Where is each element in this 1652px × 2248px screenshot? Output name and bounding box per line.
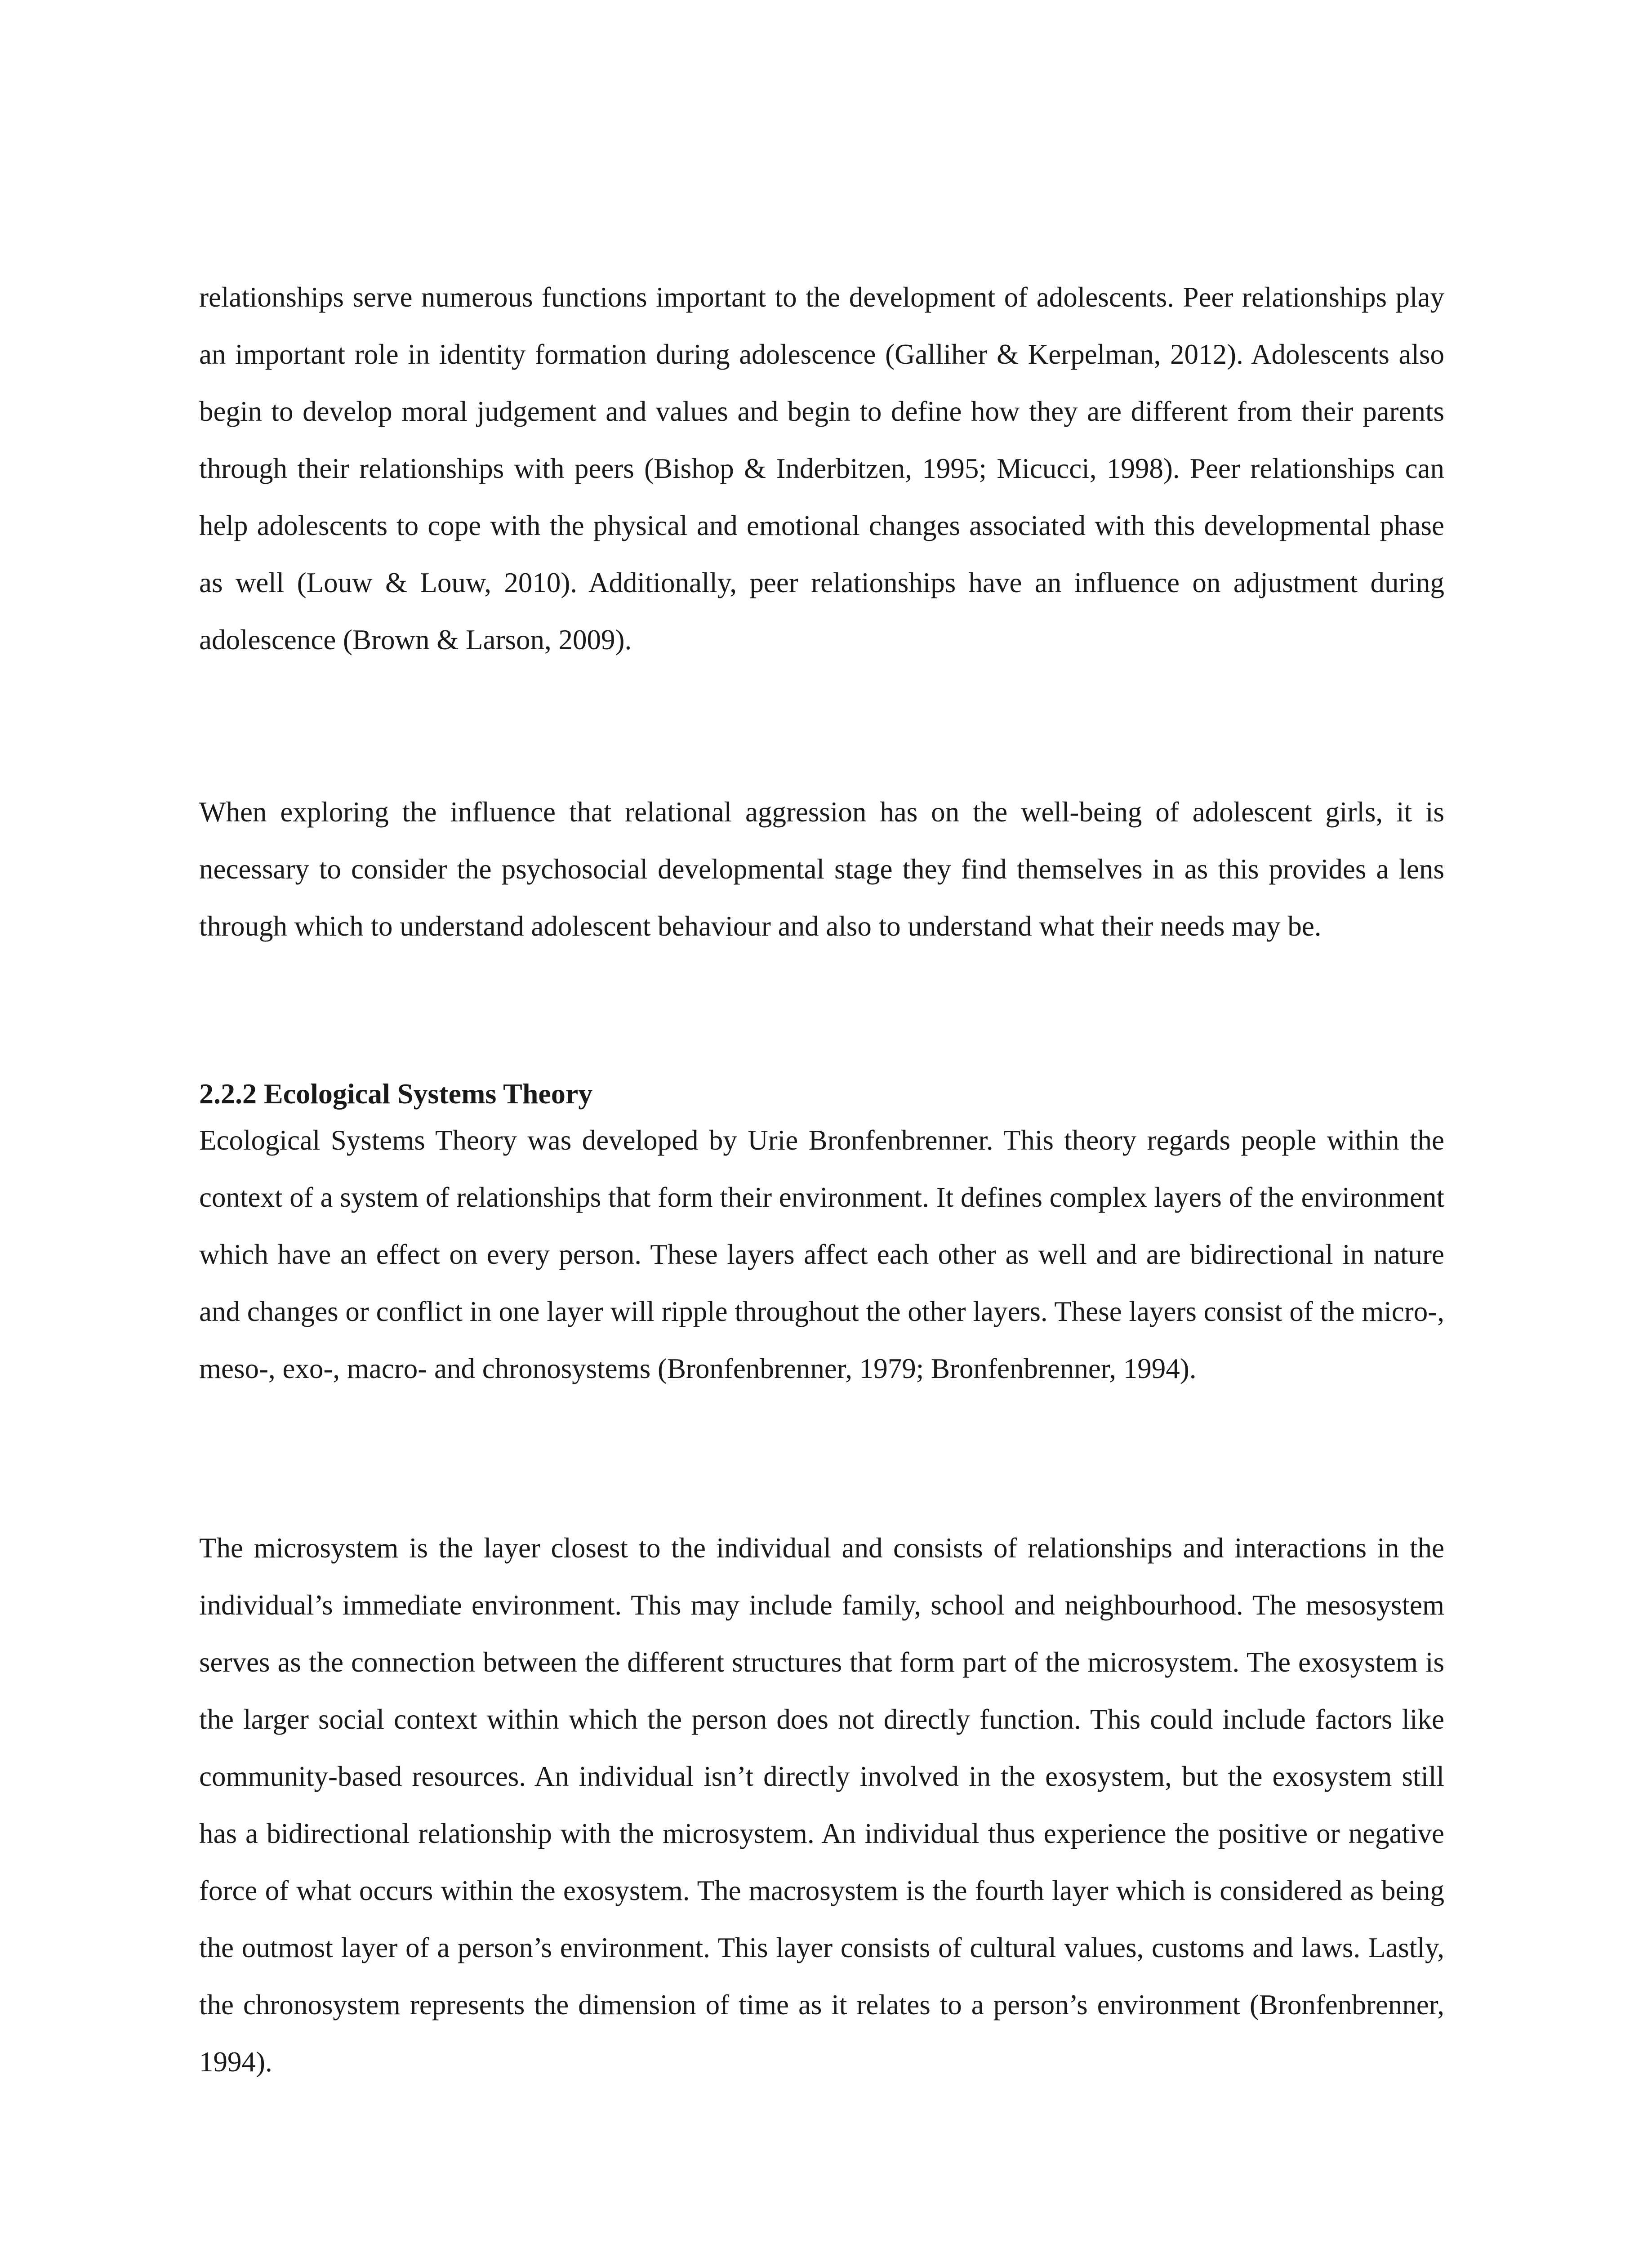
paragraph-system-layers: The microsystem is the layer closest to the individual and consists of relationships and interactions in the individual’s immediate environment. This may include family, school and neighbourhood. The mesosystem serves as the connection between the different structures that form part of the microsystem. The exosystem is the larger social context within which the person does not directly function. This could include factors like community-based resources. An individual isn’t directly involved in the exosystem, but the exosystem still has a bidirectional relationship with the microsystem. An individual thus experience the positive or negative force of what occurs within the exosystem. The macrosystem is the fourth layer which is considered as being the outmost layer of a person’s environment. This layer consists of cultural values, customs and laws. Lastly, the chronosystem represents the dimension of time as it relates to a person’s environment (Bronfenbrenner, 1994). [199,1532,1444,2078]
paragraph-relational-aggression: When exploring the influence that relational aggression has on the well-being of adolescent girls, it is necessary to consider the psychosocial developmental stage they find themselves in as this provides a lens through which to understand adolescent behaviour and also to understand what their needs may be. [199,796,1444,942]
paragraph-ecological-theory: Ecological Systems Theory was developed by Urie Bronfenbrenner. This theory regards people within the context of a system of relationships that form their environment. It defines complex layers of the environment which have an effect on every person. These layers affect each other as well and are bidirectional in nature and changes or conflict in one layer will ripple throughout the other layers. These layers consist of the micro-, meso-, exo-, macro- and chronosystems (Bronfenbrenner, 1979; Bronfenbrenner, 1994). [199,1124,1445,1384]
paragraph-peer-relationships: relationships serve numerous functions important to the development of adolescents. Peer relationships play an important role in identity formation during adolescence (Galliher & Kerpelman, 2012). Adolescents also begin to develop moral judgement and values and begin to define how they are different from their parents through their relationships with peers (Bishop & Inderbitzen, 1995; Micucci, 1998). Peer relationships can help adolescents to cope with the physical and emotional changes associated with this developmental phase as well (Louw & Louw, 2010). Additionally, peer relationships have an influence on adjustment during adolescence (Brown & Larson, 2009). [199,281,1444,656]
section-heading: 2.2.2 Ecological Systems Theory [199,1078,593,1110]
